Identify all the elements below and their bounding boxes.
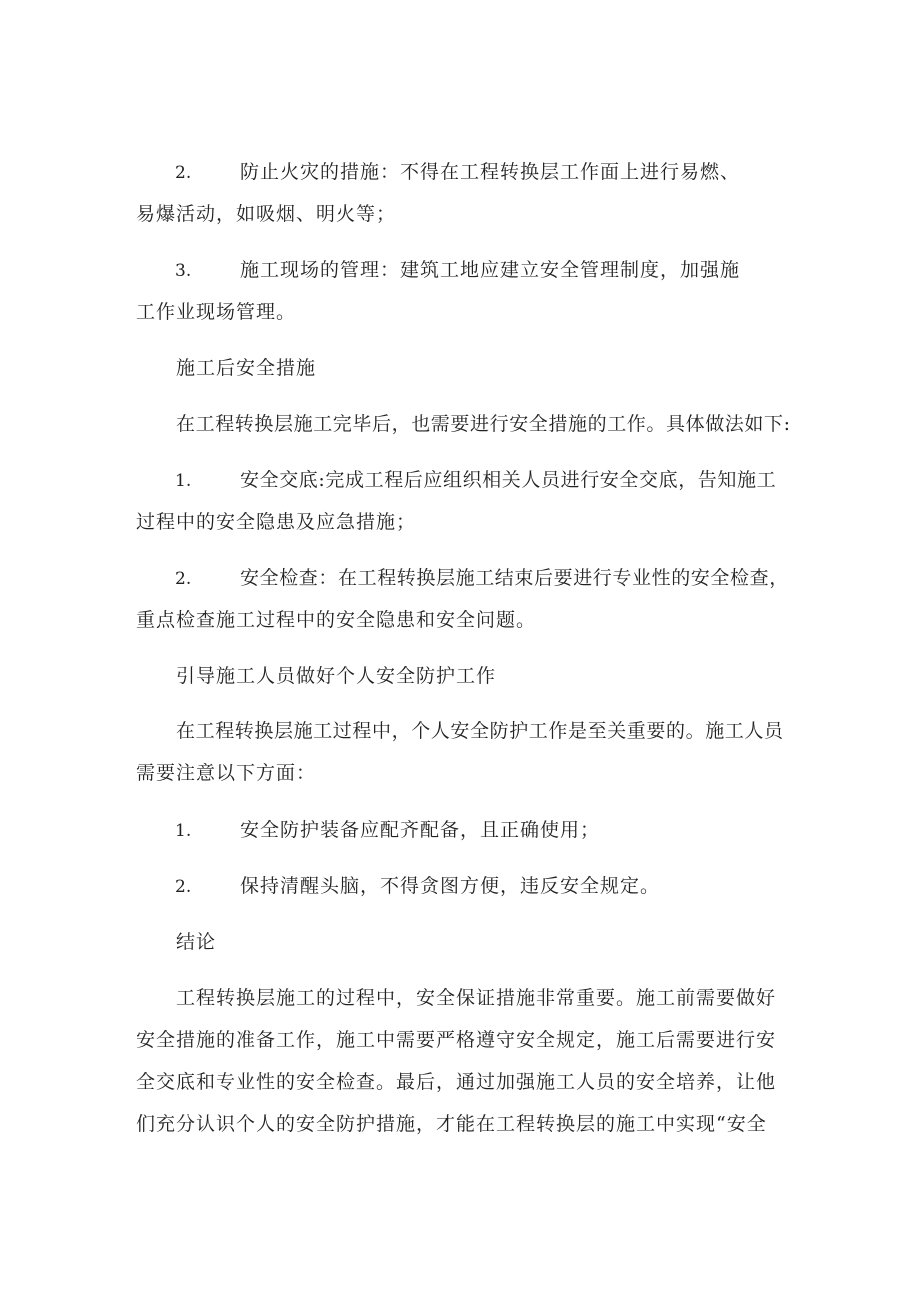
paragraph-text: 在工程转换层施工完毕后，也需要进行安全措施的工作。具体做法如下: [176,413,791,435]
list-item-text: 安全检查：在工程转换层施工结束后要进行专业性的安全检查， [240,567,789,589]
paragraph-text-cont: 全交底和专业性的安全检查。最后，通过加强施工人员的安全培养，让他 [136,1071,777,1093]
list-number: 2. [175,163,192,183]
list-number: 1. [175,821,192,841]
section-heading: 结论 [176,931,217,953]
list-item-text-cont: 过程中的安全隐患及应急措施； [136,511,417,533]
list-item-text: 安全交底:完成工程后应组织相关人员进行安全交底，告知施工 [240,469,777,491]
paragraph-text-cont: 们充分认识个人的安全防护措施，才能在工程转换层的施工中实现“安全 [136,1113,767,1135]
section-heading: 施工后安全措施 [176,357,317,379]
list-number: 3. [175,261,192,281]
list-item-text-cont: 工作业现场管理。 [136,301,297,323]
paragraph-text: 在工程转换层施工过程中，个人安全防护工作是至关重要的。施工人员 [176,720,784,742]
list-number: 1. [175,471,192,491]
list-number: 2. [175,877,192,897]
paragraph-text: 工程转换层施工的过程中，安全保证措施非常重要。施工前需要做好 [176,987,777,1009]
list-item-text: 施工现场的管理：建筑工地应建立安全管理制度，加强施 [240,259,741,281]
list-number: 2. [175,569,192,589]
section-heading: 引导施工人员做好个人安全防护工作 [176,665,497,687]
list-item-text: 保持清醒头脑，不得贪图方便，违反安全规定。 [240,875,661,897]
list-item-text-cont: 重点检查施工过程中的安全隐患和安全问题。 [136,609,537,631]
paragraph-text-cont: 安全措施的准备工作，施工中需要严格遵守安全规定，施工后需要进行安 [136,1029,777,1051]
paragraph-text-cont: 需要注意以下方面： [136,762,317,784]
list-item-text: 防止火灾的措施：不得在工程转换层工作面上进行易燃、 [240,161,741,183]
list-item-text-cont: 易爆活动，如吸烟、明火等； [136,203,397,225]
list-item-text: 安全防护装备应配齐配备，且正确使用； [240,819,601,841]
